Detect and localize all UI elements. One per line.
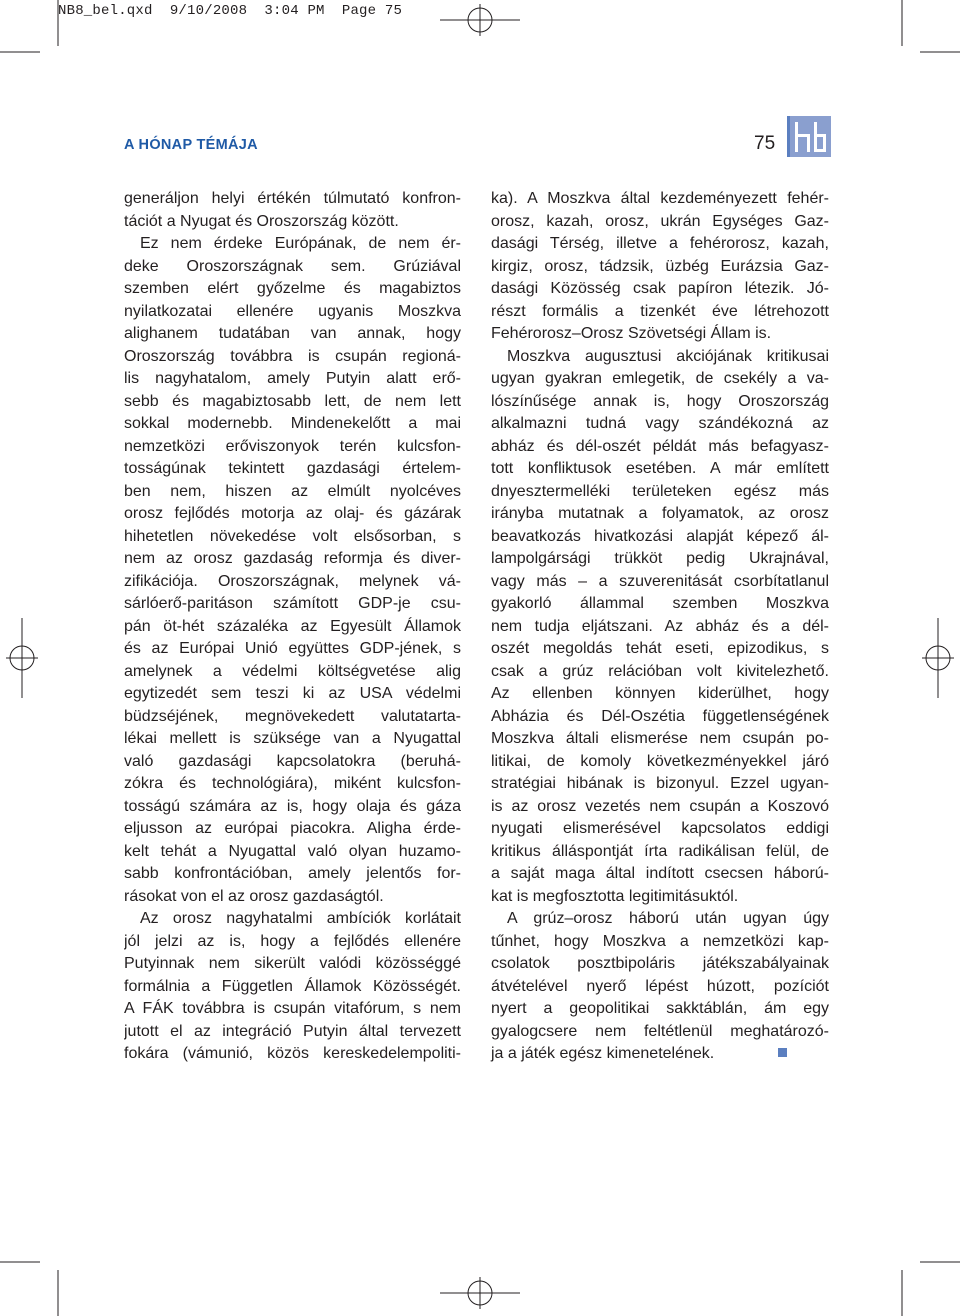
text-line: tott konfliktusok esetében. A már említett: [491, 460, 829, 477]
text-line: abház és dél-oszét példát más befagyasz-: [491, 437, 829, 455]
text-line: Fehérorosz–Orosz Szövetségi Állam is.: [491, 325, 772, 342]
text-line: alkalmazni tudná vagy szándékozná az: [491, 415, 829, 432]
text-line: oszét megoldás tehát eseti, epizodikus, s: [491, 640, 829, 657]
text-line: egytizedét sem teszi ki az USA védelmi: [124, 685, 461, 702]
text-line: amelynek a védelmi költségvetése alig: [124, 662, 461, 680]
text-line: beavatkozás hivatkozási alapját képező ál-: [491, 527, 829, 545]
text-line: lis nagyhatalom, amely Putyin alatt erő-: [124, 370, 461, 387]
text-line: büdzséjének, megnövekedett valutatarta-: [124, 707, 461, 725]
text-line: Putyinnak nem sikerült valódi közösséggé: [124, 955, 461, 972]
text-line: ugyan gyakran emlegetik, de csekély a va-: [491, 370, 829, 387]
text-line: csolatok posztbipoláris játékszabályainak: [491, 955, 829, 972]
print-slug: NB8_bel.qxd 9/10/2008 3:04 PM Page 75: [58, 3, 403, 19]
registration-mark-right: [922, 618, 954, 698]
text-line: zifikációja. Oroszországnak, melynek vá-: [124, 572, 461, 590]
article-column-right: [491, 188, 829, 1066]
text-line: formálnia a Független Államok Közösségét.: [124, 977, 461, 995]
text-line: Moszkva általi elismerése nem csupán po-: [491, 730, 829, 747]
article-column-left: [124, 188, 461, 1066]
text-line: alighanem tudatában van annak, hogy: [124, 325, 461, 342]
text-line: deke Oroszországnak sem. Grúziával: [124, 257, 461, 275]
text-line: rásokat von el az orosz gazdaságtól.: [124, 887, 384, 905]
registration-mark-bottom: [440, 1277, 520, 1309]
page-number: 75: [754, 133, 776, 154]
text-line: Oroszország továbbra is csupán regioná-: [124, 347, 461, 365]
text-line: litikai, de komoly következményekkel járó: [491, 752, 829, 770]
text-line: Moszkva augusztusi akciójának kritikusai: [507, 347, 829, 365]
text-line: nyilatkozatai ellenére ugyanis Moszkva: [124, 302, 461, 320]
registration-mark-left: [6, 618, 38, 698]
text-line: A FÁK továbbra is csupán vitafórum, s nem: [124, 1000, 461, 1017]
text-line: kirgiz, orosz, tádzsik, üzbég Eurázsia Gaz-: [491, 257, 829, 275]
text-line: A grúz–orosz háború után ugyan úgy: [507, 910, 829, 927]
text-line: a saját maga által indított csecsen háború-: [491, 865, 829, 882]
text-line: tosságúnak tekintett gazdasági értelem-: [124, 460, 461, 477]
text-line: lékai mellett is szüksége van a Nyugattal: [124, 730, 461, 747]
text-line: csak a grúz relációban volt kivitelezhető.: [491, 662, 829, 680]
text-line: orosz fejlődés motorja az olaj- és gázárak: [124, 505, 461, 522]
text-line: sárlóerő-paritáson számított GDP-je csu-: [124, 595, 461, 612]
text-line: kat is megfosztotta legitimitásuktól.: [491, 887, 739, 905]
text-line: Ez nem érdeke Európának, de nem ér-: [140, 235, 461, 252]
text-line: orosz, kazah, orosz, ukrán Egységes Gaz-: [491, 212, 829, 230]
text-line: Az orosz nagyhatalmi ambíciók korlátait: [140, 910, 461, 927]
text-line: stratégiai hibának is bizonyul. Ezzel ugyan-: [491, 775, 829, 792]
text-line: vagy más – a szuverenitását csorbítatlanul: [491, 572, 829, 590]
text-line: nem tudja eljátszani. Az abház és a dél-: [491, 617, 829, 635]
text-line: tosságú számára az is, hogy olaja és gáza: [124, 797, 461, 815]
text-line: szemben elért győzelme és magabiztos: [124, 280, 461, 297]
text-line: tűnhet, hogy Moszkva a nemzetközi kap-: [491, 932, 829, 950]
text-line: dasági Közösség csak papíron létezik. Jó-: [491, 280, 829, 297]
text-line: sokkal modernebb. Mindenekelőtt a mai: [124, 415, 461, 432]
text-line: Az ellenben könnyen kiderülhet, hogy: [491, 685, 829, 702]
text-line: és az Európai Unió együttes GDP-jének, s: [124, 640, 461, 657]
text-line: lószínűsége annak is, hogy Oroszország: [491, 392, 829, 410]
text-line: hihetetlen növekedése volt elsősorban, s: [124, 527, 461, 545]
text-line: pán öt-hét százaléka az Egyesült Államok: [124, 617, 461, 635]
end-of-article-icon: [778, 1048, 787, 1057]
text-line: sabb konfrontációban, amely jelentős for-: [124, 865, 461, 882]
magazine-logo-icon: [787, 116, 831, 157]
text-line: fokára (vámunió, közös kereskedelempoliti-: [124, 1045, 461, 1062]
text-line: nyugati elismerésével kapcsolatos eddigi: [491, 820, 829, 837]
text-line: sebb és magabiztosabb lett, de nem lett: [124, 392, 461, 410]
text-line: zókra és technológiára), miként kulcsfon-: [124, 775, 461, 792]
text-line: átvételével nyerő lépést húzott, pozíciót: [491, 977, 829, 995]
text-line: gyalogcsere nem feltétlenül meghatározó-: [491, 1022, 829, 1040]
text-line: kelt tehát a Nyugattal való olyan huzamo-: [124, 842, 461, 860]
text-line: kritikus álláspontját írta radikálisan felül, de: [491, 842, 829, 860]
section-label: A HÓNAP TÉMÁJA: [124, 137, 258, 153]
text-line: ka). A Moszkva által kezdeményezett fehér-: [491, 190, 829, 207]
text-line: lampolgársági trükköt pedig Ukrajnával,: [491, 550, 829, 567]
registration-mark-top: [440, 4, 520, 36]
text-line: dasági Térség, illetve a fehérorosz, kazah,: [491, 235, 829, 252]
text-line: való gazdasági kapcsolatokra (beruhá-: [124, 752, 461, 770]
text-line: eljusson az európai piacokra. Aligha érde-: [124, 820, 461, 837]
text-line: jutott el az integráció Putyin által tervezett: [124, 1022, 461, 1040]
text-line: irányba mutatnak a folyamatok, az orosz: [491, 505, 829, 522]
text-line: részt formális a tizenkét éve létrehozott: [491, 302, 829, 320]
text-line: dnyesztermelléki területeken egész más: [491, 482, 829, 500]
text-line: nyert a geopolitikai sakktáblán, ám egy: [491, 1000, 829, 1017]
text-line: gyakorló állammal szemben Moszkva: [491, 595, 829, 612]
text-line: ben nem, hiszen az elmúlt nyolcéves: [124, 482, 461, 500]
text-line: Abházia és Dél-Oszétia függetlenségének: [491, 707, 829, 725]
text-line: is az orosz vezetés nem csupán a Koszovó: [491, 797, 829, 815]
text-line: jól jelzi az is, hogy a fejlődés ellenére: [124, 932, 461, 950]
text-line: ja a játék egész kimenetelének.: [491, 1043, 829, 1066]
text-line: generáljon helyi értékén túlmutató konfron-: [124, 190, 461, 207]
text-line: tációt a Nyugat és Oroszország között.: [124, 212, 399, 230]
text-line: nem az orosz gazdaság reformja és diver-: [124, 550, 461, 567]
text-line: nemzetközi erőviszonyok terén kulcsfon-: [124, 437, 461, 455]
